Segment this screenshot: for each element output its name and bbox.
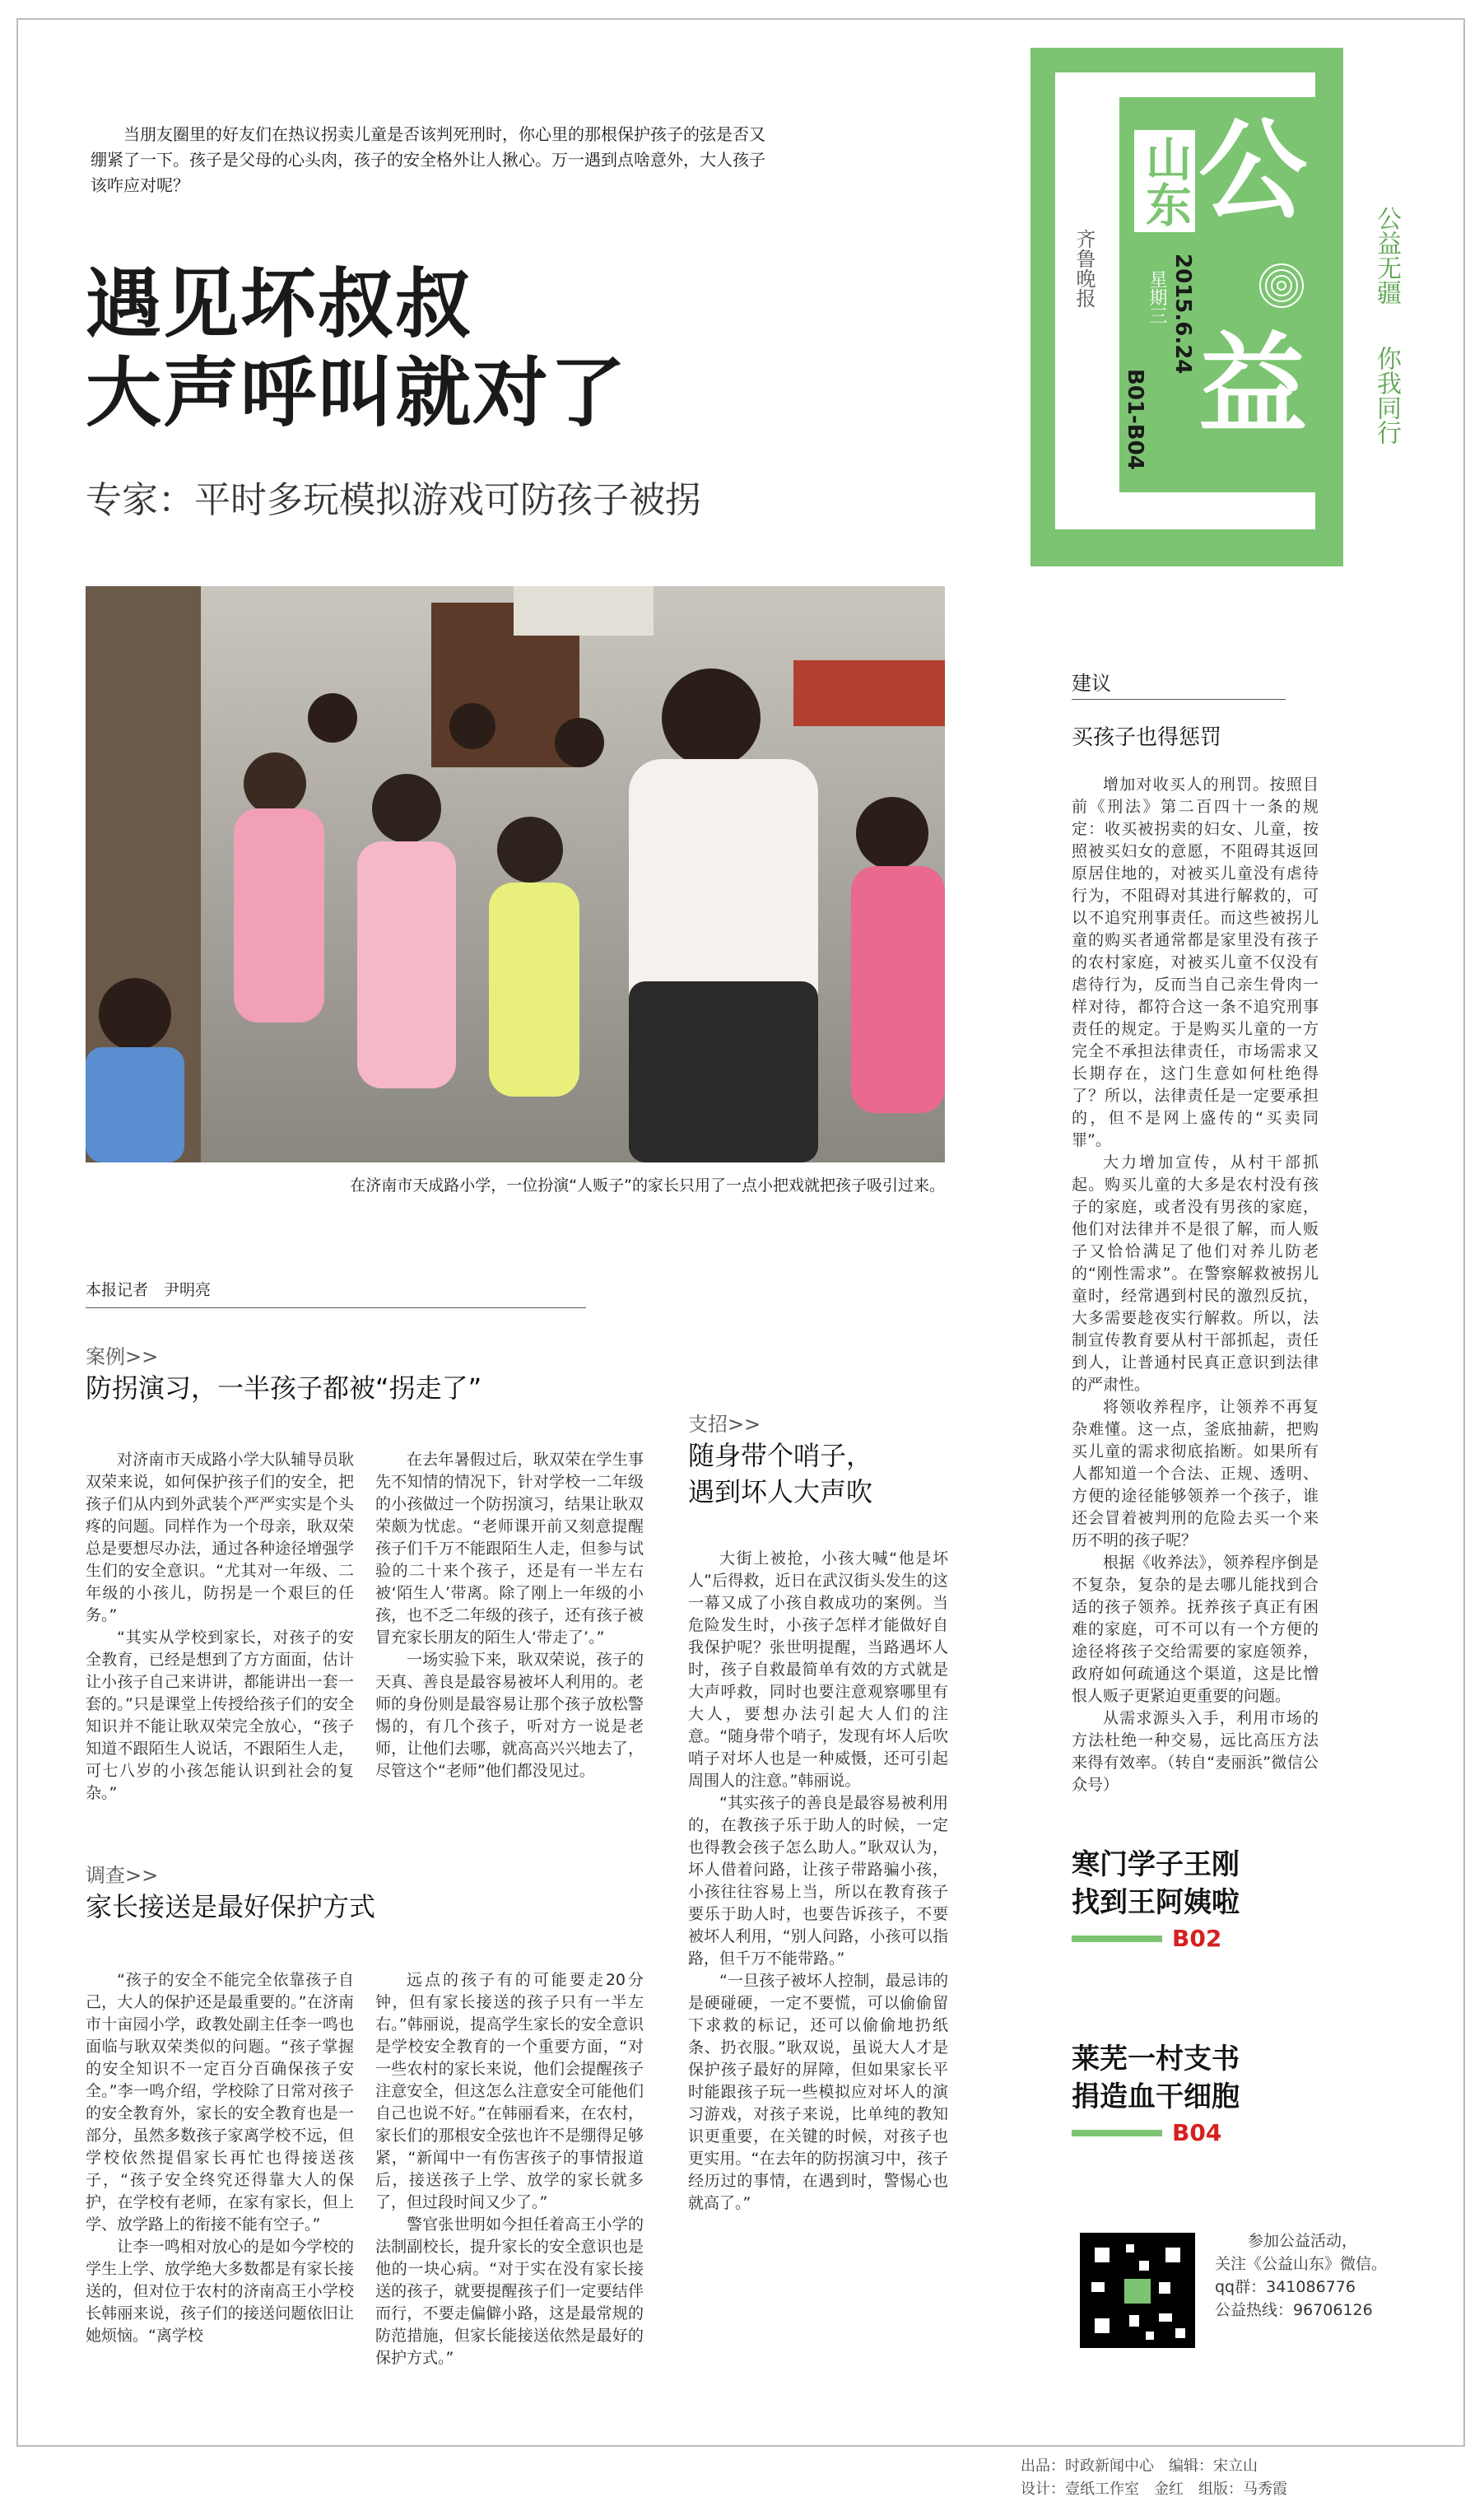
news-photo [86,586,945,1162]
survey-tag: 调查>> [86,1864,159,1887]
survey-column-1 [86,1969,354,2347]
headline-line-1: 遇见坏叔叔 [86,260,473,348]
paragraph: “一旦孩子被坏人控制，最忌讳的是硬碰硬，一定不要慌，可以偷偷留下求救的标记，还可以偷偷地扔纸条、扔衣服。”耿双说，虽说大人才是保护孩子最好的屏障，但如果家长平时能跟孩子玩一些模拟应对坏人的演习游戏，对孩子来说，比单纯的教知识更重要，在关键的时候，对孩子也更实用。“在去年的防拐演习中，孩子经历过的事情，在遇到时，警惕心也就高了。” [688,1972,948,2212]
paragraph: 增加对收买人的刑罚。按照目前《刑法》第二百四十一条的规定：收买被拐卖的妇女、儿童，按照被买妇女的意愿，不阻碍其返回原居住地的，对被买儿童没有虐待行为，不阻碍对其进行解救的，可以不追究刑事责任。而这些被拐儿童的购买者通常都是家里没有孩子的农村家庭，对被买儿童不仅没有虐待行为，反而当自己亲生骨肉一样对待，都符合这一条不追究刑事责任的规定。于是购买儿童的一方完全不承担法律责任，市场需求又长期存在，这门生意如何杜绝得了？所以，法律责任是一定要承担的，但不是网上盛传的“买卖同罪”。 [1072,776,1319,1149]
promo-b02-ref [1072,1925,1335,1952]
masthead-pages: B01-B04 [1123,369,1147,470]
paragraph: 从需求源头入手，利用市场的方法杜绝一种交易，远比高压方法来得有效率。（转自“麦丽浜”微信公众号） [1072,1709,1319,1794]
promo-b04[interactable] [1072,2040,1335,2146]
subheadline: 专家：平时多玩模拟游戏可防孩子被拐 [86,479,701,521]
masthead-paper-name: 齐鲁晚报 [1072,229,1096,308]
footer-credits [1021,2455,1465,2501]
headline-line-2: 大声呼叫就对了 [86,349,628,437]
qr-qq-group: qq群：341086776 [1215,2278,1356,2296]
tips-title-line-1: 随身带个哨子， [688,1440,873,1471]
paragraph: 将领收养程序，让领养不再复杂难懂。这一点，釜底抽薪，把购买儿童的需求彻底掐断。如果所有人都知道一个合法、正规、透明、方便的途径能够领养一个孩子，谁还会冒着被判刑的危险去买一个来历不明的孩子呢？ [1072,1398,1319,1549]
paragraph: “孩子的安全不能完全依靠孩子自己，大人的保护还是最重要的。”在济南市十亩园小学，政教处副主任李一鸣也面临与耿双荣类似的问题。“孩子掌握的安全知识不一定百分百确保孩子安全。”李一鸣介绍，学校除了日常对孩子的安全教育外，家长的安全教育也是一部分，虽然多数孩子家离学校不远，但学校依然提倡家长再忙也得接送孩子，“孩子安全终究还得靠大人的保护，在学校有老师，在家有家长，但上学、放学路上的衔接不能有空子。” [86,1971,354,2234]
case-column-2 [375,1449,644,1782]
promo-b04-ref [1072,2119,1335,2146]
tips-title-line-2: 遇到坏人大声吹 [688,1476,873,1507]
paragraph: 让李一鸣相对放心的是如今学校的学生上学、放学绝大多数都是有家长接送的，但对位于农村的济南高王小学校长韩丽来说，孩子们的接送问题依旧让她烦恼。“离学校 [86,2238,354,2345]
paragraph: 根据《收养法》，领养程序倒是不复杂，复杂的是去哪儿能找到合适的孩子领养。抚养孩子真正有困难的家庭，可不可以有一个方便的途径将孩子交给需要的家庭领养，政府如何疏通这个渠道，这是比憎恨人贩子更紧迫更重要的问题。 [1072,1554,1319,1705]
tips-tag: 支招>> [688,1413,761,1436]
case-title: 防拐演习，一半孩子都被“拐走了” [86,1372,482,1404]
paragraph: “其实孩子的善良是最容易被利用的，在教孩子乐于助人的时候，一定也得教会孩子怎么助人。”耿双认为，坏人借着问路，让孩子带路骗小孩，小孩往往容易上当，所以在教育孩子要乐于助人时，也要告诉孩子，不要被坏人利用，“别人问路，小孩可以指路，但千万不能带路。” [688,1794,948,1968]
slogan-1: 公益无疆 [1372,206,1401,305]
tips-section-header [688,1411,960,1510]
paragraph: 大街上被抢，小孩大喊“他是坏人”后得救，近日在武汉街头发生的这一幕又成了小孩自救成功的案例。当危险发生时，小孩子怎样才能做好自我保护呢？张世明提醒，当路遇坏人时，孩子自救最简单有效的方式就是大声呼救，同时也要注意观察哪里有大人，要想办法引起大人们的注意。“随身带个哨子，发现有坏人后吹哨子对坏人也是一种威慑，还可引起周围人的注意。”韩丽说。 [688,1549,948,1790]
advice-tag: 建议 [1072,667,1286,700]
promo-b04-line-1: 莱芜一村支书 [1072,2043,1240,2075]
promo-b04-code: B04 [1172,2119,1222,2146]
paragraph: 警官张世明如今担任着高王小学的法制副校长，提升家长的安全意识也是他的一块心病。“对于实在没有家长接送的孩子，就要提醒孩子们一定要结伴而行，不要走偏僻小路，这是最常规的防范措施，但家长能接送依然是最好的保护方式。” [375,2215,644,2367]
photo-caption: 在济南市天成路小学，一位扮演“人贩子”的家长只用了一点小把戏就把孩子吸引过来。 [350,1176,945,1195]
masthead-panel [1119,97,1315,492]
survey-section-header [86,1862,678,1925]
qr-line-2: 关注《公益山东》微信。 [1215,2255,1388,2273]
paragraph: 在去年暑假过后，耿双荣在学生事先不知情的情况下，针对学校一二年级的小孩做过一个防拐演习，结果让耿双荣颇为忧虑。“老师课开前又刻意提醒孩子们千万不能跟陌生人走，但参与试验的二十来个孩子，还是有一半左右被‘陌生人’带离。除了刚上一年级的小孩，也不乏二年级的孩子，还有孩子被冒充家长朋友的陌生人‘带走了’。” [375,1451,644,1647]
masthead-frame [1055,72,1315,529]
paragraph: “其实从学校到家长，对孩子的安全教育，已经是想到了方方面面，估计让小孩子自己来讲讲，都能讲出一套一套的。”只是课堂上传授给孩子们的安全知识并不能让耿双荣完全放心，“孩子知道不跟陌生人说话，不跟陌生人走，可七八岁的小孩怎能认识到社会的复杂。” [86,1628,354,1802]
masthead-date: 2015.6.24 [1170,254,1195,375]
advice-column [1072,774,1319,1796]
promo-bar [1072,1936,1162,1942]
promo-b04-line-2: 捐造血干细胞 [1072,2080,1240,2113]
slogan-2: 你我同行 [1372,346,1401,445]
masthead [1030,48,1343,566]
case-tag: 案例>> [86,1345,159,1368]
footer-line-2: 设计：壹纸工作室 金红 组版：马秀霞 [1021,2481,1287,2498]
promo-b02[interactable] [1072,1846,1335,1952]
tips-column [688,1548,948,2215]
paragraph: 远点的孩子有的可能要走20分钟，但有家长接送的孩子只有一半左右。”韩丽说，提高学生家长的安全意识是学校安全教育的一个重要方面，“对一些农村的家长来说，他们会提醒孩子注意安全，但这怎么注意安全可能他们自己也说不好。”在韩丽看来，在农村，家长们的那根安全弦也许不是绷得足够紧，“新闻中一有伤害孩子的事情报道后，接送孩子上学、放学的家长就多了，但过段时间又少了。” [375,1971,644,2211]
masthead-region: 山东 [1134,130,1195,232]
case-section-header [86,1344,678,1406]
masthead-weekday: 星期三 [1147,270,1167,324]
survey-title: 家长接送是最好保护方式 [86,1891,376,1922]
qr-info [1215,2229,1412,2322]
paragraph: 对济南市天成路小学大队辅导员耿双荣来说，如何保护孩子们的安全，把孩子们从内到外武装个严严实实是个头疼的问题。同样作为一个母亲，耿双荣总是要想尽办法，通过各种途径增强学生们的安全意识。“尤其对一年级、二年级的小孩儿，防拐是一个艰巨的任务。” [86,1451,354,1624]
case-column-1 [86,1449,354,1805]
masthead-char-gong: 公 [1198,108,1307,235]
qr-line-1: 参加公益活动， [1248,2232,1358,2250]
masthead-char-yi: 益 [1198,322,1307,449]
promo-b02-line-1: 寒门学子王刚 [1072,1848,1240,1881]
survey-column-2 [375,1969,644,2369]
intro-paragraph: 当朋友圈里的好友们在热议拐卖儿童是否该判死刑时，你心里的那根保护孩子的弦是否又绷紧了一下。孩子是父母的心头肉，孩子的安全格外让人揪心。万一遇到点啥意外，大人孩子该咋应对呢？ [91,124,765,195]
headline [86,260,933,438]
promo-bar [1072,2130,1162,2136]
paragraph: 大力增加宣传，从村干部抓起。购买儿童的大多是农村没有孩子的家庭，或者没有男孩的家庭，他们对法律并不是很了解，而人贩子又恰恰满足了他们对养儿防老的“刚性需求”。在警察解救被拐儿童时，经常遇到村民的激烈反抗，大多需要趁夜实行解救。所以，法制宣传教育要从村干部抓起，责任到人，让普通村民真正意识到法律的严肃性。 [1072,1153,1319,1394]
advice-title: 买孩子也得惩罚 [1072,725,1222,750]
promo-b02-code: B02 [1172,1925,1222,1952]
paragraph: 一场实验下来，耿双荣说，孩子的天真、善良是最容易被坏人利用的。老师的身份则是最容易让那个孩子放松警惕的，有几个孩子，听对方一说是老师，让他们去哪，就高高兴兴地去了，尽管这个“老师”他们都没见过。 [375,1651,644,1780]
photo-illustration [86,586,945,1162]
qr-hotline: 公益热线：96706126 [1215,2301,1373,2319]
qr-code-icon[interactable] [1080,2233,1195,2348]
fingerprint-icon [1258,262,1305,310]
footer-line-1: 出品：时政新闻中心 编辑：宋立山 [1021,2457,1258,2475]
promo-b02-line-2: 找到王阿姨啦 [1072,1886,1240,1919]
byline: 本报记者 尹明亮 [86,1278,586,1308]
